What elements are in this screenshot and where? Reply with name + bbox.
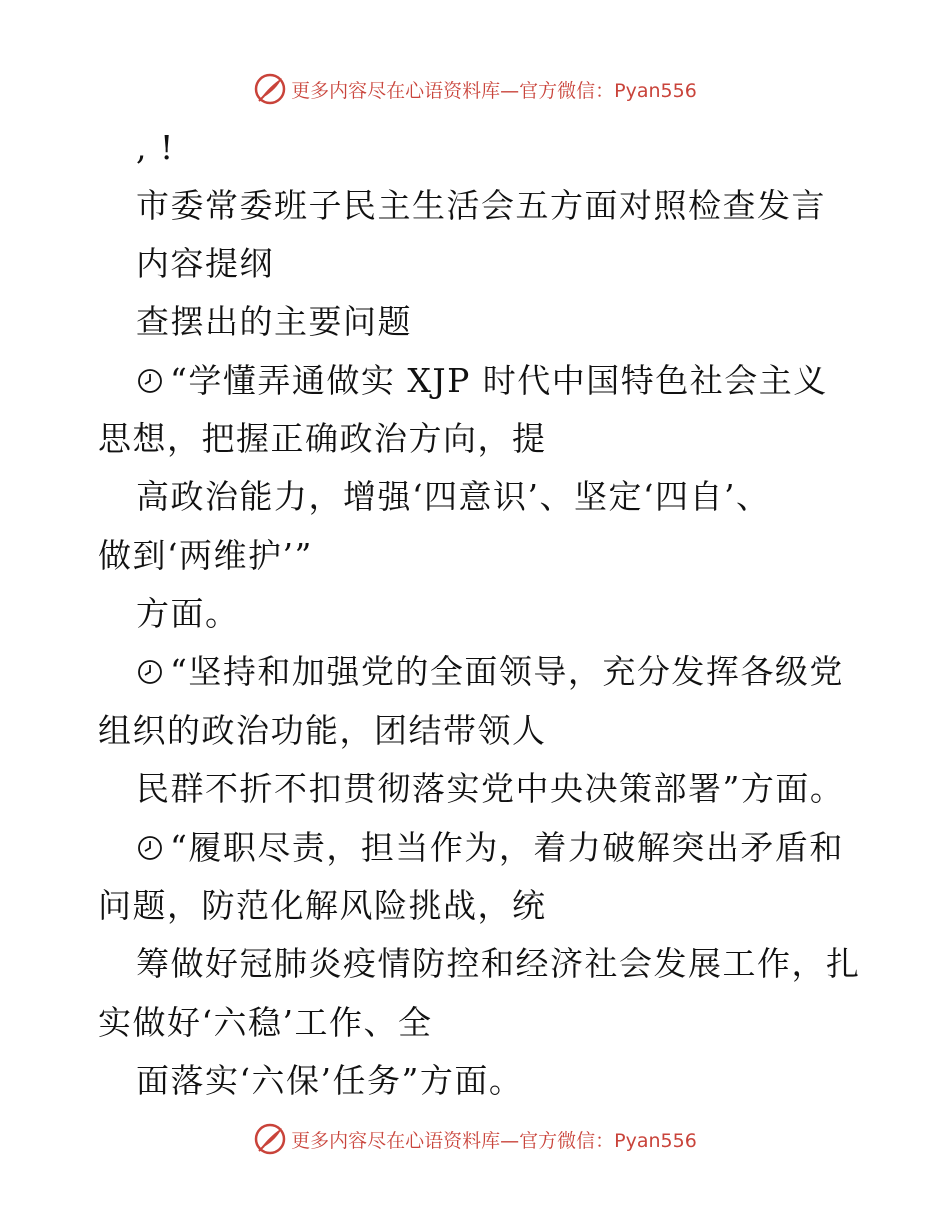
watermark-text: 更多内容尽在心语资料库—官方微信：Pyan556 <box>291 1129 697 1152</box>
paragraph-text: “履职尽责，担当作为，着力破解突出矛盾和 <box>170 828 844 867</box>
paragraph-line: 民群不折不扣贯彻落实党中央决策部署”方面。 <box>136 769 845 808</box>
footer-watermark <box>0 1122 950 1156</box>
paragraph-line: 思想，把握正确政治方向，提 <box>98 419 547 458</box>
paragraph-text: “学懂弄通做实 XJP 时代中国特色社会主义 <box>170 361 828 400</box>
paragraph-text: “坚持和加强党的全面领导，充分发挥各级党 <box>170 652 844 691</box>
section-heading: 查摆出的主要问题 <box>136 302 412 341</box>
document-title: 市委常委班子民主生活会五方面对照检查发言 <box>136 186 826 225</box>
feather-pen-logo-icon <box>253 1122 287 1156</box>
paragraph-line <box>136 652 844 692</box>
paragraph-line <box>136 361 828 401</box>
stray-punctuation: , ! <box>136 128 175 167</box>
paragraph-line: 方面。 <box>136 594 240 633</box>
watermark-text: 更多内容尽在心语资料库—官方微信：Pyan556 <box>291 79 697 102</box>
paragraph-line: 做到‘两维护’” <box>98 536 313 575</box>
clock-icon <box>136 834 164 862</box>
paragraph-line: 问题，防范化解风险挑战，统 <box>98 886 547 925</box>
paragraph-line: 面落实‘六保’任务”方面。 <box>136 1061 524 1100</box>
paragraph-line: 实做好‘六稳’工作、全 <box>98 1003 433 1042</box>
clock-icon <box>136 658 164 686</box>
paragraph-line <box>136 828 844 868</box>
paragraph-line: 筹做好冠肺炎疫情防控和经济社会发展工作，扎 <box>136 944 861 983</box>
paragraph-line: 组织的政治功能，团结带领人 <box>98 711 547 750</box>
feather-pen-logo-icon <box>253 72 287 106</box>
header-watermark <box>0 72 950 106</box>
clock-icon <box>136 367 164 395</box>
document-subtitle: 内容提纲 <box>136 244 274 283</box>
paragraph-line: 高政治能力，增强‘四意识’、坚定‘四自’、 <box>136 477 771 516</box>
